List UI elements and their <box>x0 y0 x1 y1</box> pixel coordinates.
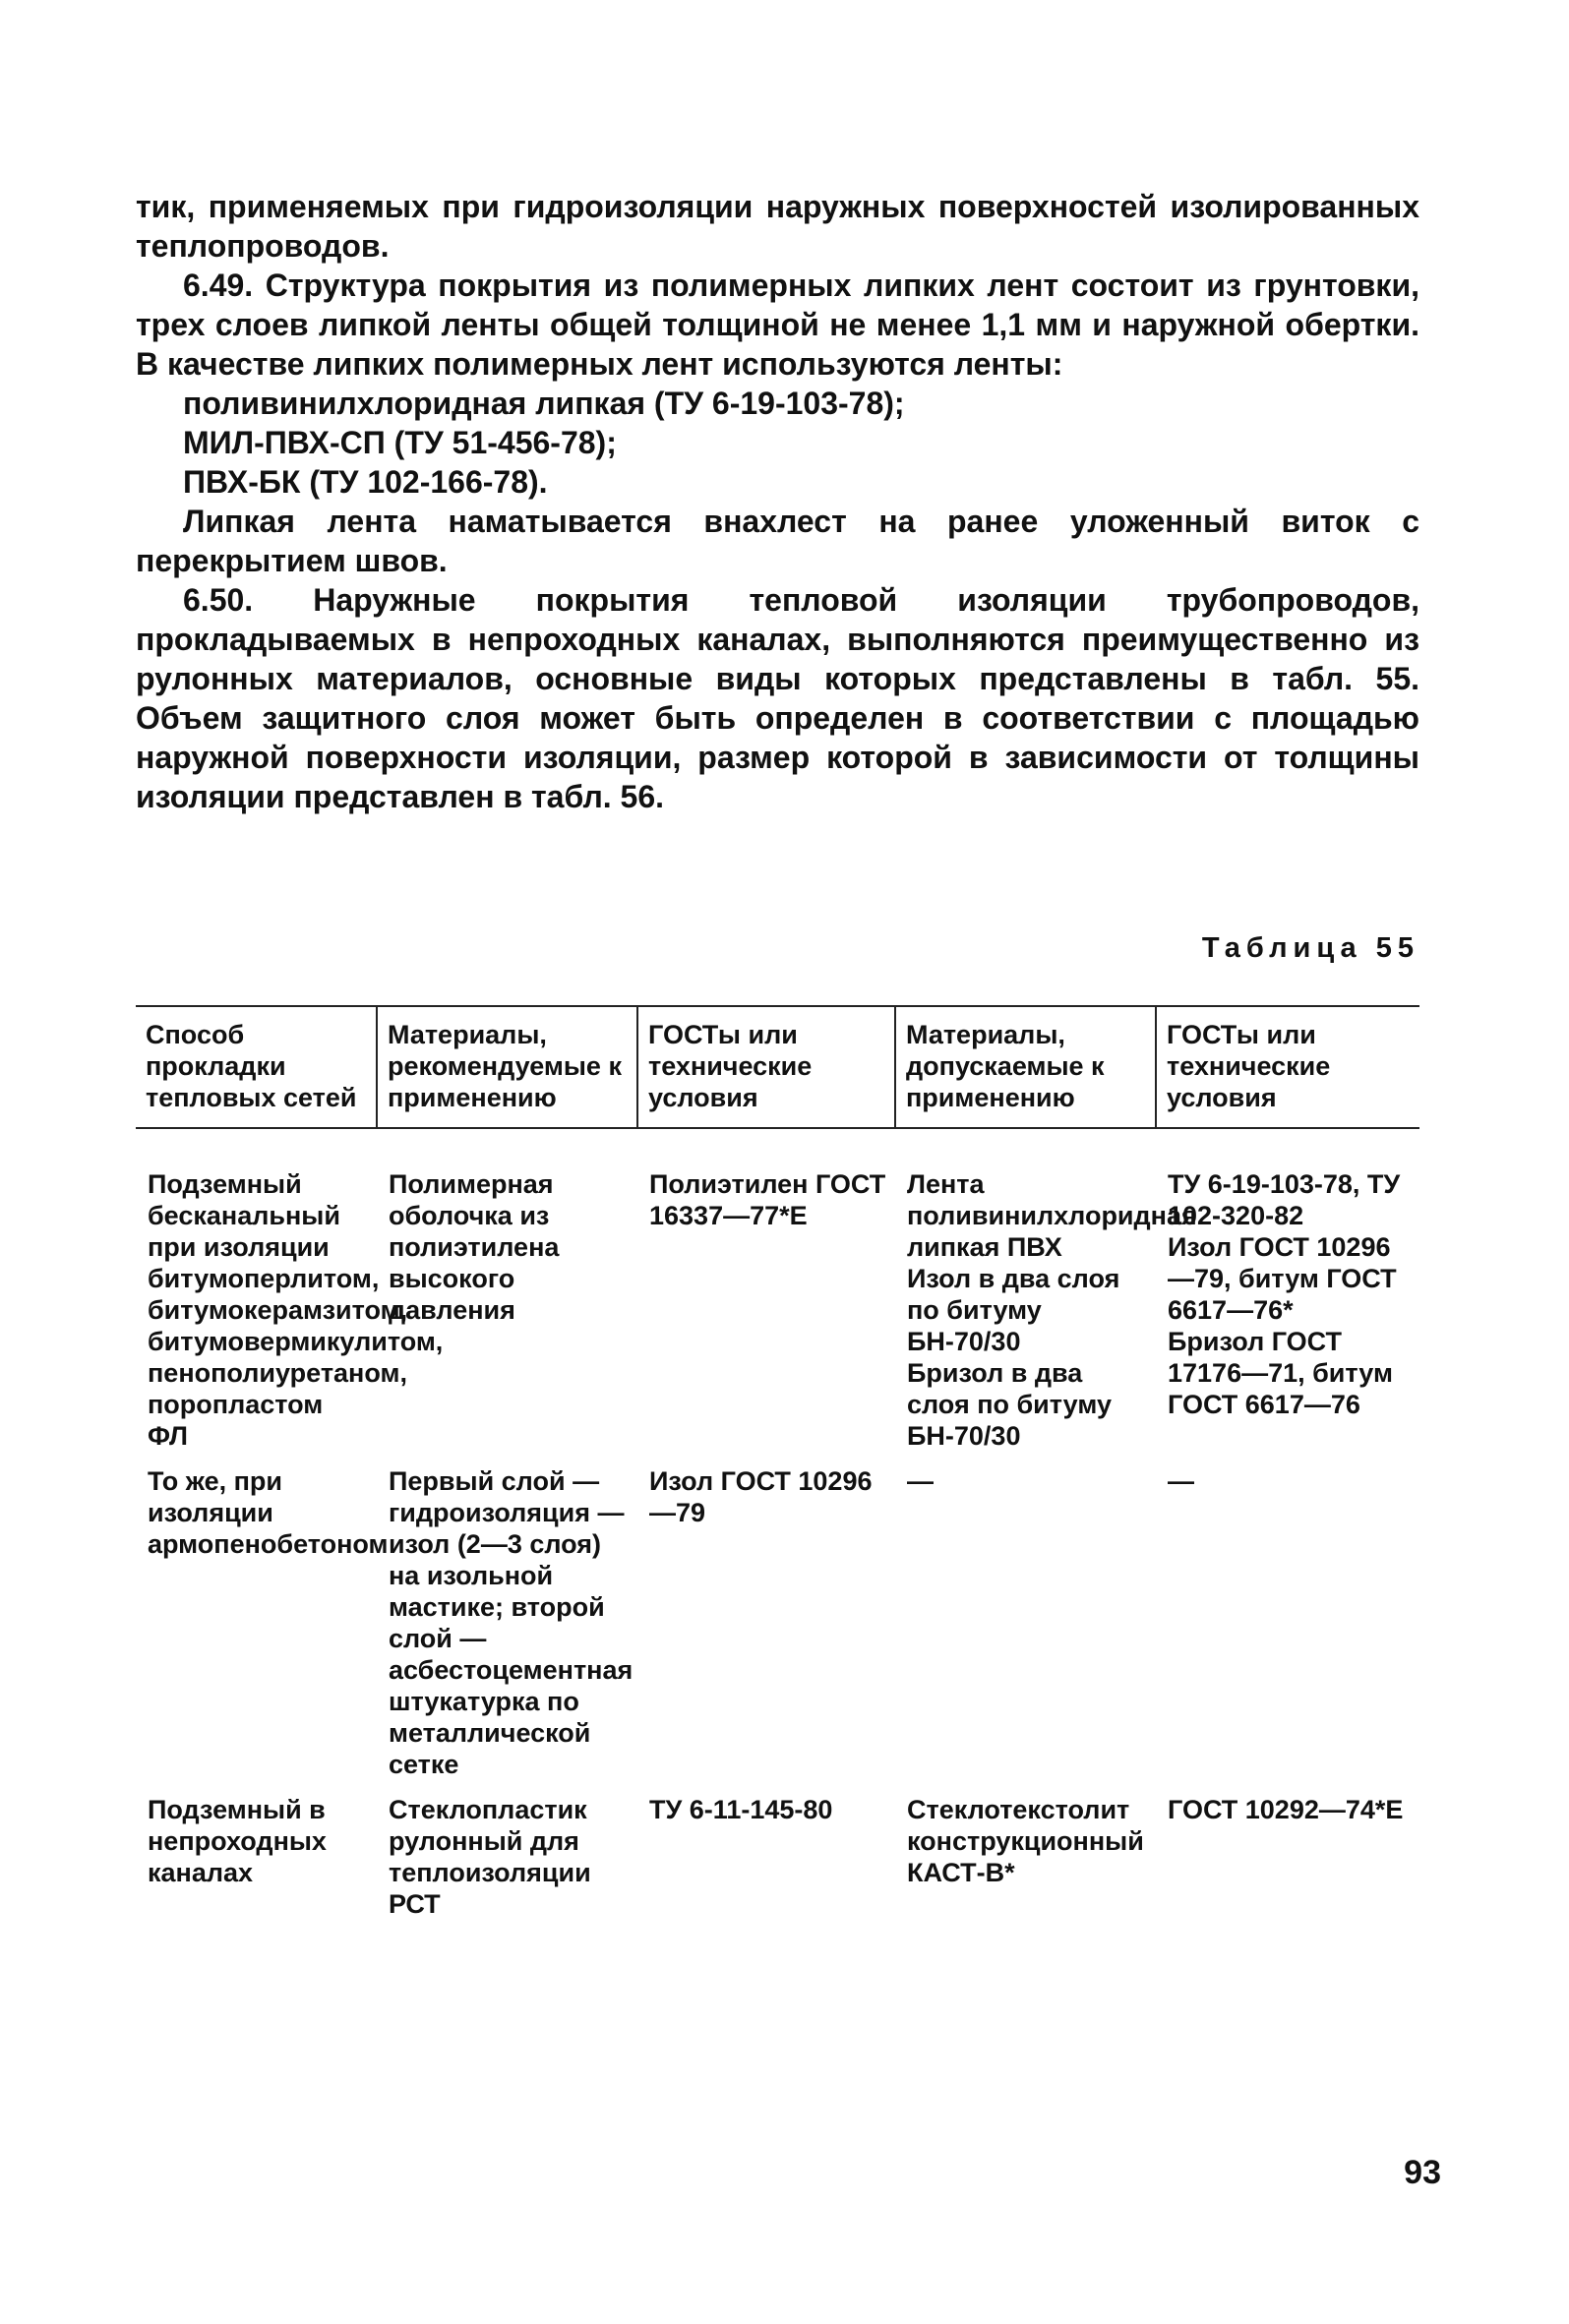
header-recommended-materials: Материалы, рекомендуемые к применению <box>377 1006 637 1128</box>
page-number: 93 <box>1404 2154 1441 2191</box>
allowed-material-izol: Изол в два слоя по битуму БН-70/30 <box>907 1264 1120 1356</box>
cell-allowed-material: Стеклотекстолит конструкционный КАСТ-В* <box>907 1795 1144 1887</box>
allowed-standard-brizol: Бризол ГОСТ 17176—71, битум ГОСТ 6617—76 <box>1168 1327 1393 1419</box>
body-text <box>136 187 1419 816</box>
allowed-standard-izol: Изол ГОСТ 10296—79, битум ГОСТ 6617—76* <box>1168 1232 1397 1325</box>
cell-standard: Полиэтилен ГОСТ 16337—77*Е <box>649 1169 886 1230</box>
allowed-material-brizol: Бризол в два слоя по битуму БН-70/30 <box>907 1358 1112 1451</box>
header-allowed-materials: Материалы, допускаемые к применению <box>895 1006 1156 1128</box>
cell-recommended-material: Полимерная оболочка из полиэтилена высокого давления <box>389 1169 560 1325</box>
tape-list-item-2: МИЛ-ПВХ-СП (ТУ 51-456-78); <box>183 425 617 460</box>
paragraph-6-49: 6.49. Структура покрытия из полимерных липких лент состоит из грунтовки, трех слоев липкой ленты общей толщиной не менее 1,1 мм и наружной обертки. В качестве липких полимерных лент используются ленты: <box>136 268 1419 382</box>
table-55 <box>136 1005 1419 1934</box>
cell-allowed-material: — <box>907 1466 934 1496</box>
table-header-row <box>136 1006 1419 1128</box>
header-laying-method: Способ прокладки тепловых сетей <box>136 1006 377 1128</box>
header-standards: ГОСТы или технические условия <box>637 1006 895 1128</box>
cell-allowed-standard <box>1156 1128 1419 1465</box>
header-allowed-standards: ГОСТы или технические условия <box>1156 1006 1419 1128</box>
cell-recommended-material: Стеклопластик рулонный для теплоизоляции РСТ <box>389 1795 591 1919</box>
table-row <box>136 1128 1419 1465</box>
tape-list-item-1: поливинилхлоридная липкая (ТУ 6-19-103-78); <box>183 386 905 421</box>
allowed-standard-pvc-tape: ТУ 6-19-103-78, ТУ 102-320-82 <box>1168 1169 1401 1230</box>
cell-laying-method: Подземный бесканальный при изоляции битумоперлитом, битумокерамзитом, битумовермикулитом, пенополиуретаном, поропластом ФЛ <box>148 1169 444 1451</box>
cell-laying-method: То же, при изоляции армопенобетоном <box>148 1466 389 1559</box>
cell-allowed-standard: — <box>1168 1466 1194 1496</box>
paragraph-tape-winding: Липкая лента наматывается внахлест на ранее уложенный виток с перекрытием швов. <box>136 504 1419 578</box>
paragraph-6-50: 6.50. Наружные покрытия тепловой изоляции трубопроводов, прокладываемых в непроходных каналах, выполняются преимущественно из рулонных материалов, основные виды которых представлены в табл. 55. Объем защитного слоя может быть определен в соответствии с площадью наружной поверхности изоляции, размер которой в зависимости от толщины изоляции представлен в табл. 56. <box>136 582 1419 814</box>
table-row <box>136 1465 1419 1794</box>
cell-recommended-material: Первый слой — гидроизоляция — изол (2—3 слоя) на изольной мастике; второй слой — асбестоцементная штукатурка по металлической сетке <box>389 1466 634 1779</box>
cell-laying-method: Подземный в непроходных каналах <box>148 1795 327 1887</box>
table-caption: Таблица 55 <box>1201 932 1419 964</box>
cell-standard: Изол ГОСТ 10296—79 <box>649 1466 873 1527</box>
tape-list-item-3: ПВХ-БК (ТУ 102-166-78). <box>183 464 548 500</box>
allowed-material-pvc-tape: Лента поливинилхлоридная липкая ПВХ <box>907 1169 1197 1262</box>
paragraph-continuation: тик, применяемых при гидроизоляции наружных поверхностей изолированных теплопроводов. <box>136 189 1419 264</box>
cell-allowed-standard: ГОСТ 10292—74*Е <box>1168 1795 1404 1824</box>
table-row <box>136 1794 1419 1934</box>
cell-allowed-material <box>895 1128 1197 1465</box>
cell-standard: ТУ 6-11-145-80 <box>649 1795 833 1824</box>
